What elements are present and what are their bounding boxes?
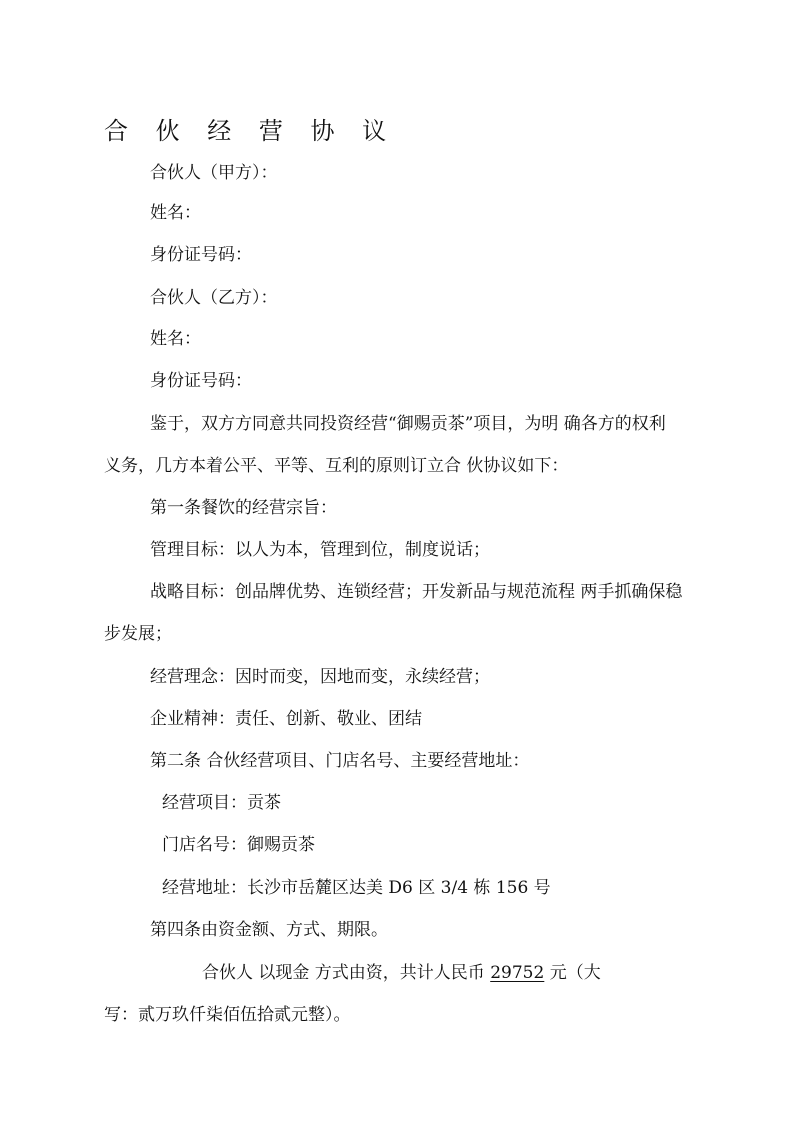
intro-line-2: 义务，几方本着公平、平等、互利的原则订立合 伙协议如下： (104, 456, 569, 476)
contribution-suffix: 元（大 (544, 963, 601, 983)
strategy-goal-line-1: 战略目标：创品牌优势、连锁经营；开发新品与规范流程 两手抓确保稳 (150, 582, 683, 602)
party-a-label: 合伙人（甲方）： (150, 163, 278, 183)
contribution-prefix: 合伙人 以现金 方式由资，共计人民币 (202, 963, 491, 983)
article-2-heading: 第二条 合伙经营项目、门店名号、主要经营地址： (150, 751, 530, 771)
party-b-id-label: 身份证号码： (150, 371, 252, 391)
intro-line-1: 鉴于，双方方同意共同投资经营“御赐贡茶”项目，为明 确各方的权利 (150, 414, 666, 434)
management-goal: 管理目标：以人为本，管理到位，制度说话； (150, 540, 490, 560)
document-title: 合 伙 经 营 协 议 (104, 117, 397, 145)
store-name: 门店名号：御赐贡茶 (162, 835, 315, 855)
enterprise-spirit: 企业精神：责任、创新、敬业、团结 (150, 709, 422, 729)
contribution-line-1 (202, 962, 601, 984)
strategy-goal-line-2: 步发展； (104, 624, 172, 644)
party-a-name-label: 姓名： (150, 203, 201, 223)
business-project: 经营项目：贡茶 (162, 793, 281, 813)
business-philosophy: 经营理念：因时而变，因地而变，永续经营； (150, 667, 490, 687)
business-address: 经营地址：长沙市岳麓区达美 D6 区 3/4 栋 156 号 (162, 878, 551, 898)
party-a-id-label: 身份证号码： (150, 245, 252, 265)
party-b-name-label: 姓名： (150, 329, 201, 349)
contribution-amount: 29752 (490, 963, 545, 983)
party-b-label: 合伙人（乙方）： (150, 288, 278, 308)
article-4-heading: 第四条由资金额、方式、期限。 (150, 920, 388, 940)
contribution-line-2: 写：贰万玖仟柒佰伍拾贰元整）。 (104, 1005, 351, 1025)
article-1-heading: 第一条餐饮的经营宗旨： (150, 498, 337, 518)
